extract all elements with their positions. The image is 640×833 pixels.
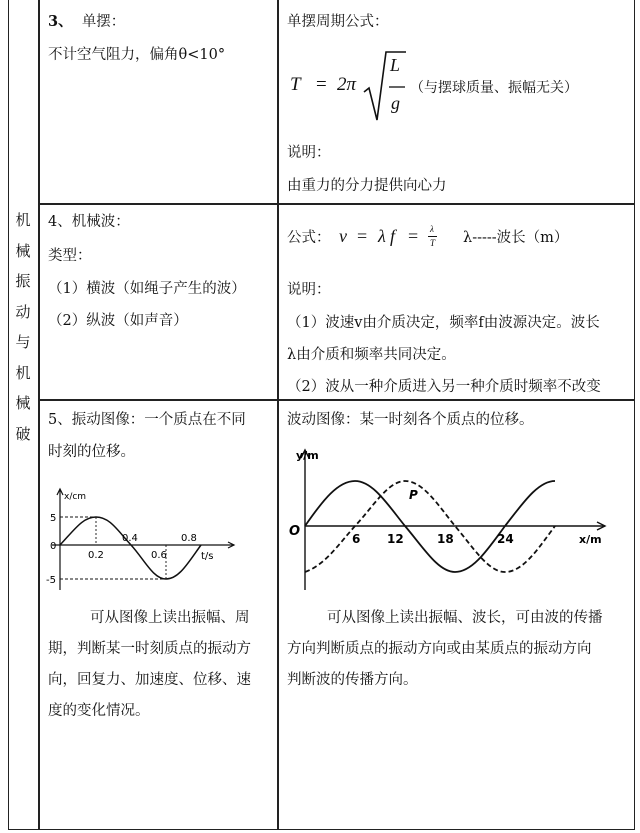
- wave-desc-line: 方向判断质点的振动方向或由某质点的振动方向: [287, 641, 592, 657]
- wave-desc-line: 判断波的传播方向。: [287, 672, 418, 688]
- formula-equals-1: =: [357, 226, 368, 246]
- vib-y-tick-5: 5: [50, 513, 57, 524]
- vib-x-tick-0.8: 0.8: [181, 533, 197, 544]
- vib-graph-title-a: 5、振动图像：一个质点在不同: [48, 412, 246, 428]
- sqrt-sign-icon: [362, 48, 408, 124]
- vib-curve: [60, 517, 201, 579]
- row1-note-label: 说明：: [287, 145, 331, 161]
- wave-type-label: 类型：: [48, 248, 92, 264]
- side-column-divider: [38, 0, 40, 830]
- row2-divider: [38, 399, 635, 401]
- wave-x-tick-18: 18: [437, 532, 454, 546]
- formula-f: f: [390, 226, 396, 246]
- formula-T: T: [290, 74, 301, 95]
- wave-x-tick-6: 6: [352, 532, 361, 546]
- formula-equals-2: =: [408, 226, 419, 246]
- row2-note2: （2）波从一种介质进入另一种介质时频率不改变: [287, 379, 601, 395]
- wave-x-label: x/m: [579, 533, 602, 546]
- pendulum-formula-title: 单摆周期公式：: [287, 14, 389, 30]
- vib-origin: 0: [50, 541, 57, 552]
- row1-note-text: 由重力的分力提供向心力: [287, 178, 447, 194]
- wave-type-longitudinal: （2）纵波（如声音）: [48, 313, 188, 329]
- side-char: 机: [15, 363, 31, 382]
- row1-left-line1: 不计空气阻力，偏角θ<10°: [48, 47, 226, 63]
- wave-origin: O: [289, 524, 301, 539]
- wave-x-tick-12: 12: [387, 532, 404, 546]
- row2-note1-line2: λ由介质和频率共同决定。: [287, 347, 456, 363]
- vib-graph-description: [48, 603, 251, 727]
- side-char: 振: [15, 272, 31, 290]
- wave-type-transverse: （1）横波（如绳子产生的波）: [48, 281, 246, 297]
- vib-desc-line: 向，回复力、加速度、位移、速: [48, 672, 251, 688]
- vib-desc-line: 可从图像上读出振幅、周: [90, 610, 250, 626]
- formula-L: L: [390, 55, 401, 75]
- formula-note: （与摆球质量、振幅无关）: [410, 80, 578, 96]
- row2-note1-line1: （1）波速v由介质决定，频率f由波源决定。波长: [287, 315, 600, 331]
- row1-title-num: 3、: [48, 13, 73, 30]
- vib-y-tick-neg5: -5: [46, 575, 56, 586]
- row1-left-title: [48, 12, 125, 32]
- formula-2pi: 2π: [337, 74, 357, 95]
- wave-graph: [283, 445, 613, 595]
- vib-x-tick-0.2: 0.2: [88, 550, 104, 561]
- vib-graph-title-b: 时刻的位移。: [48, 444, 135, 460]
- vib-desc-line: 度的变化情况。: [48, 703, 150, 719]
- center-column-divider: [277, 0, 279, 830]
- row2-left-title: 4、机械波：: [48, 214, 130, 230]
- wave-desc-line: 可从图像上读出振幅、波长，可由波的传播: [327, 610, 603, 626]
- wave-graph-title: 波动图像：某一时刻各个质点的位移。: [287, 412, 534, 428]
- vib-x-label: t/s: [201, 551, 214, 562]
- vib-x-tick-0.4: 0.4: [122, 533, 138, 544]
- fraction-bar: [428, 236, 437, 237]
- wavelength-note: λ-----波长（m）: [463, 230, 569, 246]
- side-char: 与: [15, 333, 31, 351]
- formula-lambda: λ: [378, 226, 386, 246]
- wave-formula-label: 公式：: [287, 230, 331, 246]
- row2-note-label: 说明：: [287, 282, 331, 298]
- formula-equals: =: [316, 74, 327, 95]
- formula-frac-den: T: [430, 238, 436, 248]
- side-char: 机: [15, 211, 31, 229]
- side-char: 破: [15, 424, 31, 443]
- vib-x-tick-0.6: 0.6: [151, 550, 167, 561]
- wave-x-tick-24: 24: [497, 532, 514, 546]
- side-char: 械: [15, 394, 31, 412]
- wave-y-label: y/m: [296, 449, 319, 462]
- vibration-graph: [38, 485, 238, 595]
- vib-desc-line: 期，判断某一时刻质点的振动方: [48, 641, 251, 657]
- side-char: 动: [15, 302, 31, 321]
- wave-point-label: P: [409, 488, 418, 502]
- formula-v: v: [339, 226, 347, 246]
- wave-graph-description: [287, 603, 603, 696]
- row1-divider: [38, 203, 635, 205]
- formula-frac-num: λ: [430, 224, 434, 234]
- formula-g: g: [391, 93, 400, 113]
- row1-title-text: 单摆：: [81, 14, 126, 30]
- vib-y-label: x/cm: [64, 492, 87, 502]
- side-title: [8, 205, 38, 449]
- side-char: 械: [15, 241, 31, 260]
